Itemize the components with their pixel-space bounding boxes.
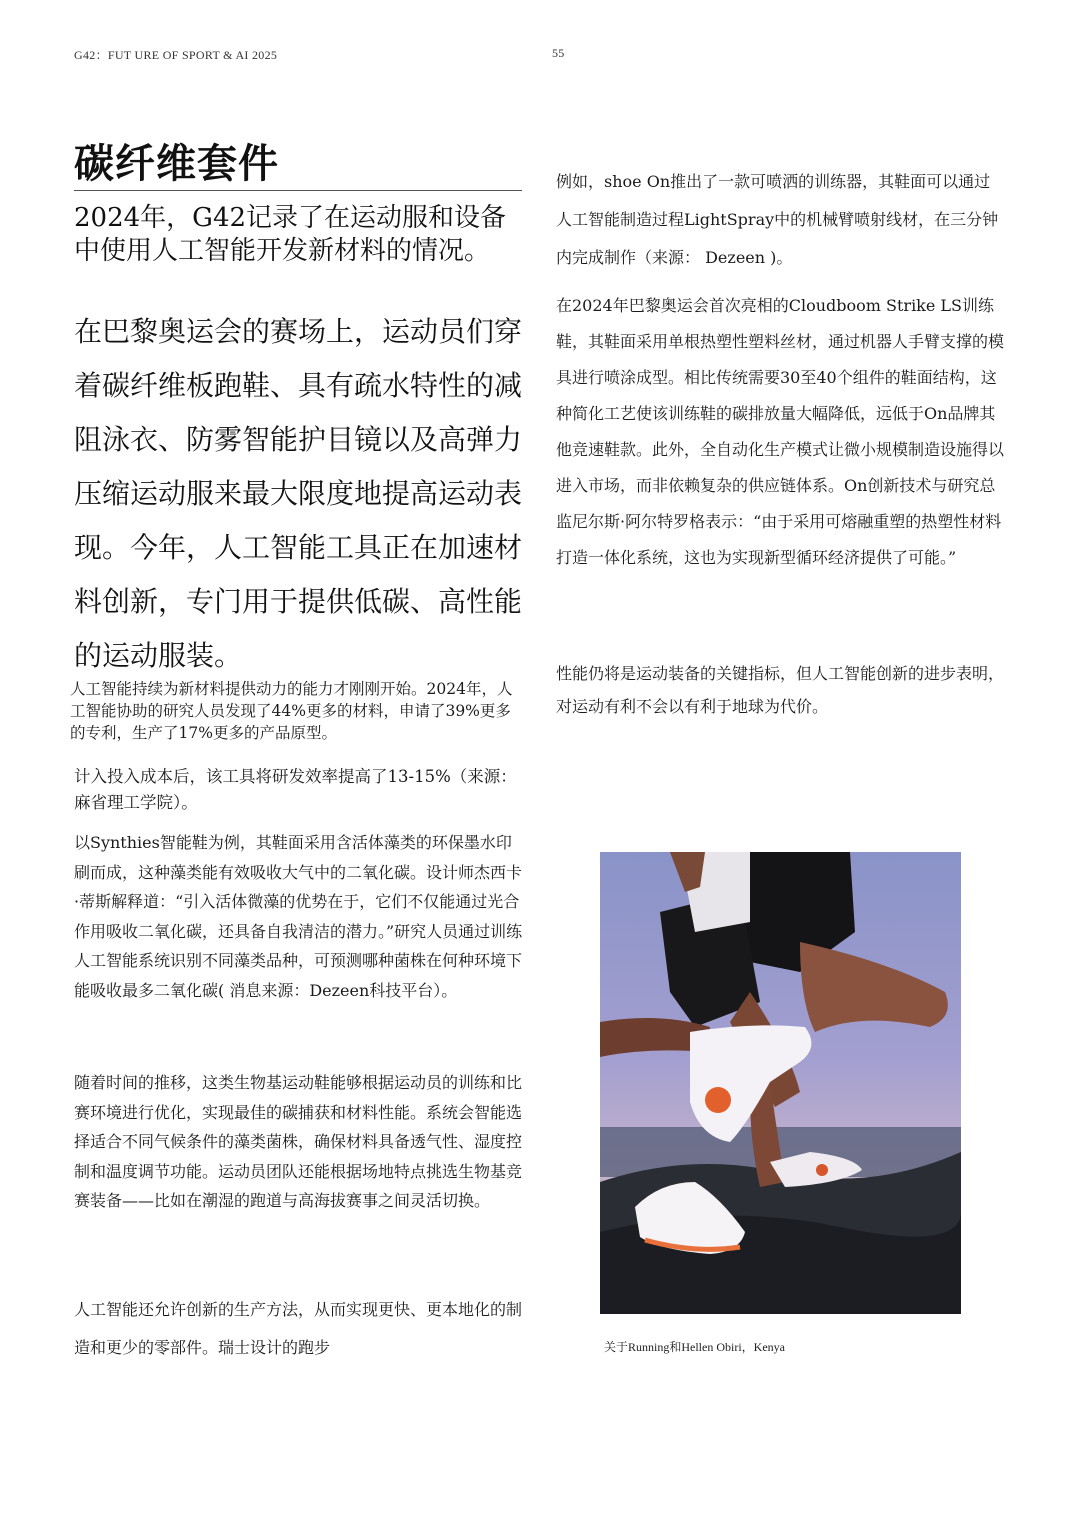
- running-title: G42：FUT URE OF SPORT & AI 2025: [74, 48, 278, 62]
- body-paragraph-production: 人工智能还允许创新的生产方法，从而实现更快、更本地化的制造和更少的零部件。瑞士设计的跑步: [74, 1300, 523, 1357]
- page-number: 55: [552, 46, 565, 60]
- body-paragraph-lightspray: 例如，shoe On推出了一款可喷洒的训练器，其鞋面可以通过人工智能制造过程LightSpray中的机械臂喷射线材，在三分钟内完成制作（来源： Dezeen )。: [556, 172, 999, 267]
- photo-caption: 关于Running和Hellen Obiri，Kenya: [604, 1340, 785, 1354]
- body-paragraph-cloudboom: 在2024年巴黎奥运会首次亮相的Cloudboom Strike LS训练鞋，其鞋面采用单根热塑性塑料丝材，通过机器人手臂支撑的模具进行喷涂成型。相比传统需要30至40个组件的鞋面结构，这种简化工艺使该训练鞋的碳排放量大幅降低，远低于On品牌其他竞速鞋款。此外，全自动化生产模式让微小规模制造设施得以进入市场，而非依赖复杂的供应链体系。On创新技术与研究总监尼尔斯·阿尔特罗格表示：“由于采用可熔融重塑的热塑性材料打造一体化系统，这也为实现新型循环经济提供了可能。”: [556, 296, 1005, 567]
- body-paragraph-conclusion: 性能仍将是运动装备的关键指标，但人工智能创新的进步表明，对运动有利不会以有利于地球为代价。: [556, 664, 1005, 716]
- lead-paragraph: 2024年，G42记录了在运动服和设备中使用人工智能开发新材料的情况。: [74, 203, 507, 266]
- body-paragraph-biobased: 随着时间的推移，这类生物基运动鞋能够根据运动员的训练和比赛环境进行优化，实现最佳的碳捕获和材料性能。系统会智能选择适合不同气候条件的藻类菌株，确保材料具备透气性、湿度控制和温度调节功能。运动员团队还能根据场地特点挑选生物基竞赛装备——比如在潮湿的跑道与高海拔赛事之间灵活切换。: [74, 1073, 523, 1210]
- runners-illustration: [600, 852, 961, 1314]
- body-paragraph-synthies: 以Synthies智能鞋为例，其鞋面采用含活体藻类的环保墨水印刷而成，这种藻类能有效吸收大气中的二氧化碳。设计师杰西卡·蒂斯解释道：“引入活体微藻的优势在于，它们不仅能通过光合作用吸收二氧化碳，还具备自我清洁的潜力。”研究人员通过训练人工智能系统识别不同藻类品种，可预测哪种菌株在何种环境下能吸收最多二氧化碳( 消息来源：Dezeen科技平台）。: [74, 833, 523, 1000]
- section-title: 碳纤维套件: [74, 141, 279, 187]
- title-divider: [74, 190, 522, 191]
- body-paragraph-efficiency: 计入投入成本后，该工具将研发效率提高了13-15%（来源：麻省理工学院）。: [74, 767, 517, 812]
- body-paragraph-ai-materials: 人工智能持续为新材料提供动力的能力才刚刚开始。2024年，人工智能协助的研究人员发现了44%更多的材料，申请了39%更多的专利，生产了17%更多的产品原型。: [70, 680, 513, 742]
- intro-paragraph: 在巴黎奥运会的赛场上，运动员们穿着碳纤维板跑鞋、具有疏水特性的减阻泳衣、防雾智能护目镜以及高弹力压缩运动服来最大限度地提高运动表现。今年，人工智能工具正在加速材料创新，专门用于提供低碳、高性能的运动服装。: [74, 315, 523, 672]
- runners-photo: [600, 852, 961, 1314]
